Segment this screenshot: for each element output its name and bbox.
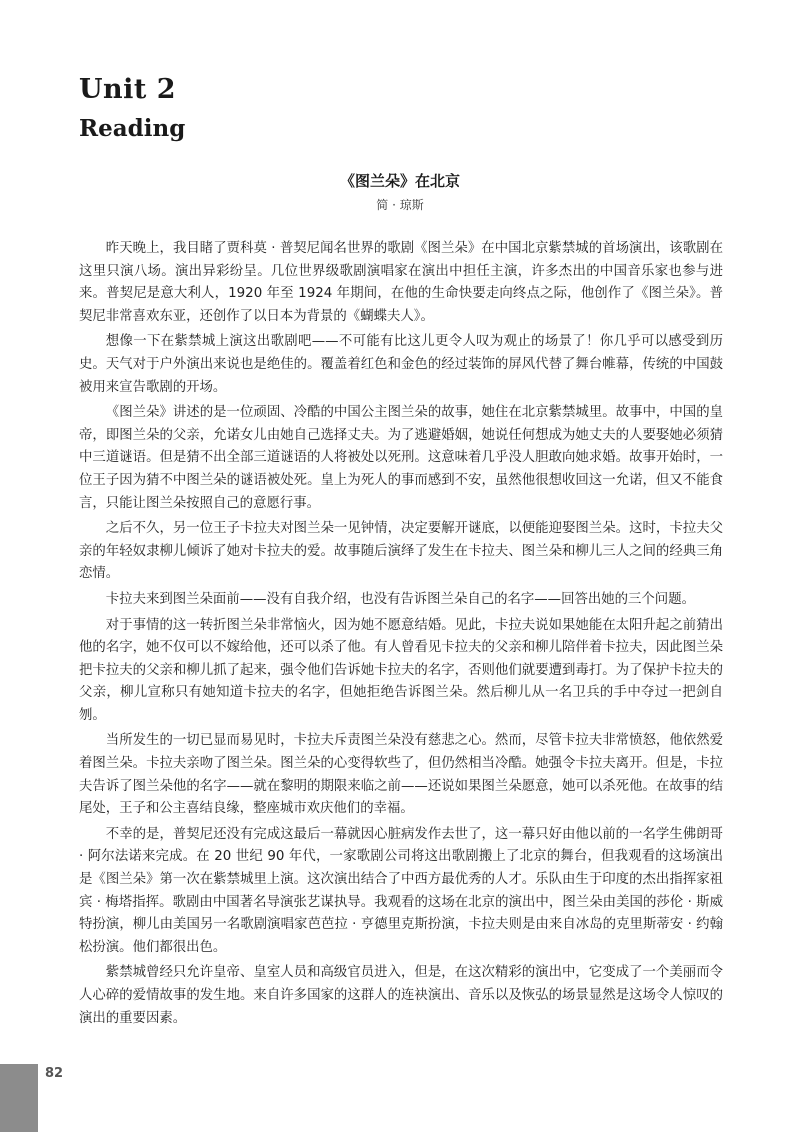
page-number: 82 bbox=[45, 1066, 64, 1081]
section-heading: Reading bbox=[79, 115, 186, 142]
article-title: 《图兰朵》在北京 bbox=[339, 172, 460, 190]
article-body bbox=[79, 238, 723, 1033]
article-paragraph: 对于事情的这一转折图兰朵非常恼火，因为她不愿意结婚。见此，卡拉夫说如果她能在太阳升起之前猜出他的名字，她不仅可以不嫁给他，还可以杀了他。有人曾看见卡拉夫的父亲和柳儿陪伴着卡拉夫，因此图兰朵把卡拉夫的父亲和柳儿抓了起来，强令他们告诉她卡拉夫的名字，否则他们就要遭到毒打。为了保护卡拉夫的父亲，柳儿宣称只有她知道卡拉夫的名字，但她拒绝告诉图兰朵。然后柳儿从一名卫兵的手中夺过一把剑自刎。 bbox=[79, 617, 723, 723]
article-paragraph: 之后不久，另一位王子卡拉夫对图兰朵一见钟情，决定要解开谜底，以便能迎娶图兰朵。这时，卡拉夫父亲的年轻奴隶柳儿倾诉了她对卡拉夫的爱。故事随后演绎了发生在卡拉夫、图兰朵和柳儿三人之间的经典三角恋情。 bbox=[79, 521, 723, 582]
article-paragraph: 卡拉夫来到图兰朵面前——没有自我介绍，也没有告诉图兰朵自己的名字——回答出她的三个问题。 bbox=[105, 591, 695, 607]
unit-heading: Unit 2 bbox=[79, 74, 177, 105]
page-edge-tab bbox=[0, 1064, 38, 1132]
article-paragraph: 昨天晚上，我目睹了贾科莫 · 普契尼闻名世界的歌剧《图兰朵》在中国北京紫禁城的首场演出，该歌剧在这里只演八场。演出异彩纷呈。几位世界级歌剧演唱家在演出中担任主演，许多杰出的中国音乐家也参与进来。普契尼是意大利人，1920 年至 1924 年期间，在他的生命快要走向终点之际，他创作了《图兰朵》。普契尼非常喜欢东亚，还创作了以日本为背景的《蝴蝶夫人》。 bbox=[79, 241, 723, 324]
article-author: 简 · 琼斯 bbox=[376, 198, 424, 212]
article-paragraph: 紫禁城曾经只允许皇帝、皇室人员和高级官员进入，但是，在这次精彩的演出中，它变成了一个美丽而令人心碎的爱情故事的发生地。来自许多国家的这群人的连袂演出、音乐以及恢弘的场景显然是这场令人惊叹的演出的重要因素。 bbox=[79, 965, 723, 1026]
article-paragraph: 《图兰朵》讲述的是一位顽固、冷酷的中国公主图兰朵的故事，她住在北京紫禁城里。故事中，中国的皇帝，即图兰朵的父亲，允诺女儿由她自己选择丈夫。为了逃避婚姻，她说任何想成为她丈夫的人要娶她必须猜中三道谜语。但是猜不出全部三道谜语的人将被处以死刑。这意味着几乎没人胆敢向她求婚。故事开始时，一位王子因为猜不中图兰朵的谜语被处死。皇上为死人的事而感到不安，虽然他很想收回这一允诺，但又不能食言，只能让图兰朵按照自己的意愿行事。 bbox=[79, 405, 723, 511]
article-paragraph: 想像一下在紫禁城上演这出歌剧吧——不可能有比这儿更令人叹为观止的场景了！你几乎可以感受到历史。天气对于户外演出来说也是绝佳的。覆盖着红色和金色的经过装饰的屏风代替了舞台帷幕，传统的中国鼓被用来宣告歌剧的开场。 bbox=[79, 334, 723, 395]
article-paragraph: 不幸的是，普契尼还没有完成这最后一幕就因心脏病发作去世了，这一幕只好由他以前的一名学生佛朗哥 · 阿尔法诺来完成。在 20 世纪 90 年代，一家歌剧公司将这出歌剧搬上了北京的舞台，但我观看的这场演出是《图兰朵》第一次在紫禁城里上演。这次演出结合了中西方最优秀的人才。乐队由生于印度的杰出指挥家祖宾 · 梅塔指挥。歌剧由中国著名导演张艺谋执导。我观看的这场在北京的演出中，图兰朵由美国的莎伦 · 斯威特扮演，柳儿由美国另一名歌剧演唱家芭芭拉 · 亨德里克斯扮演，卡拉夫则是由来自冰岛的克里斯蒂安 · 约翰松扮演。他们都很出色。 bbox=[79, 826, 723, 955]
article-paragraph: 当所发生的一切已显而易见时，卡拉夫斥责图兰朵没有慈悲之心。然而，尽管卡拉夫非常愤怒，他依然爱着图兰朵。卡拉夫亲吻了图兰朵。图兰朵的心变得软些了，但仍然相当冷酷。她强令卡拉夫离开。但是，卡拉夫告诉了图兰朵他的名字——就在黎明的期限来临之前——还说如果图兰朵愿意，她可以杀死他。在故事的结尾处，王子和公主喜结良缘，整座城市欢庆他们的幸福。 bbox=[79, 733, 723, 817]
